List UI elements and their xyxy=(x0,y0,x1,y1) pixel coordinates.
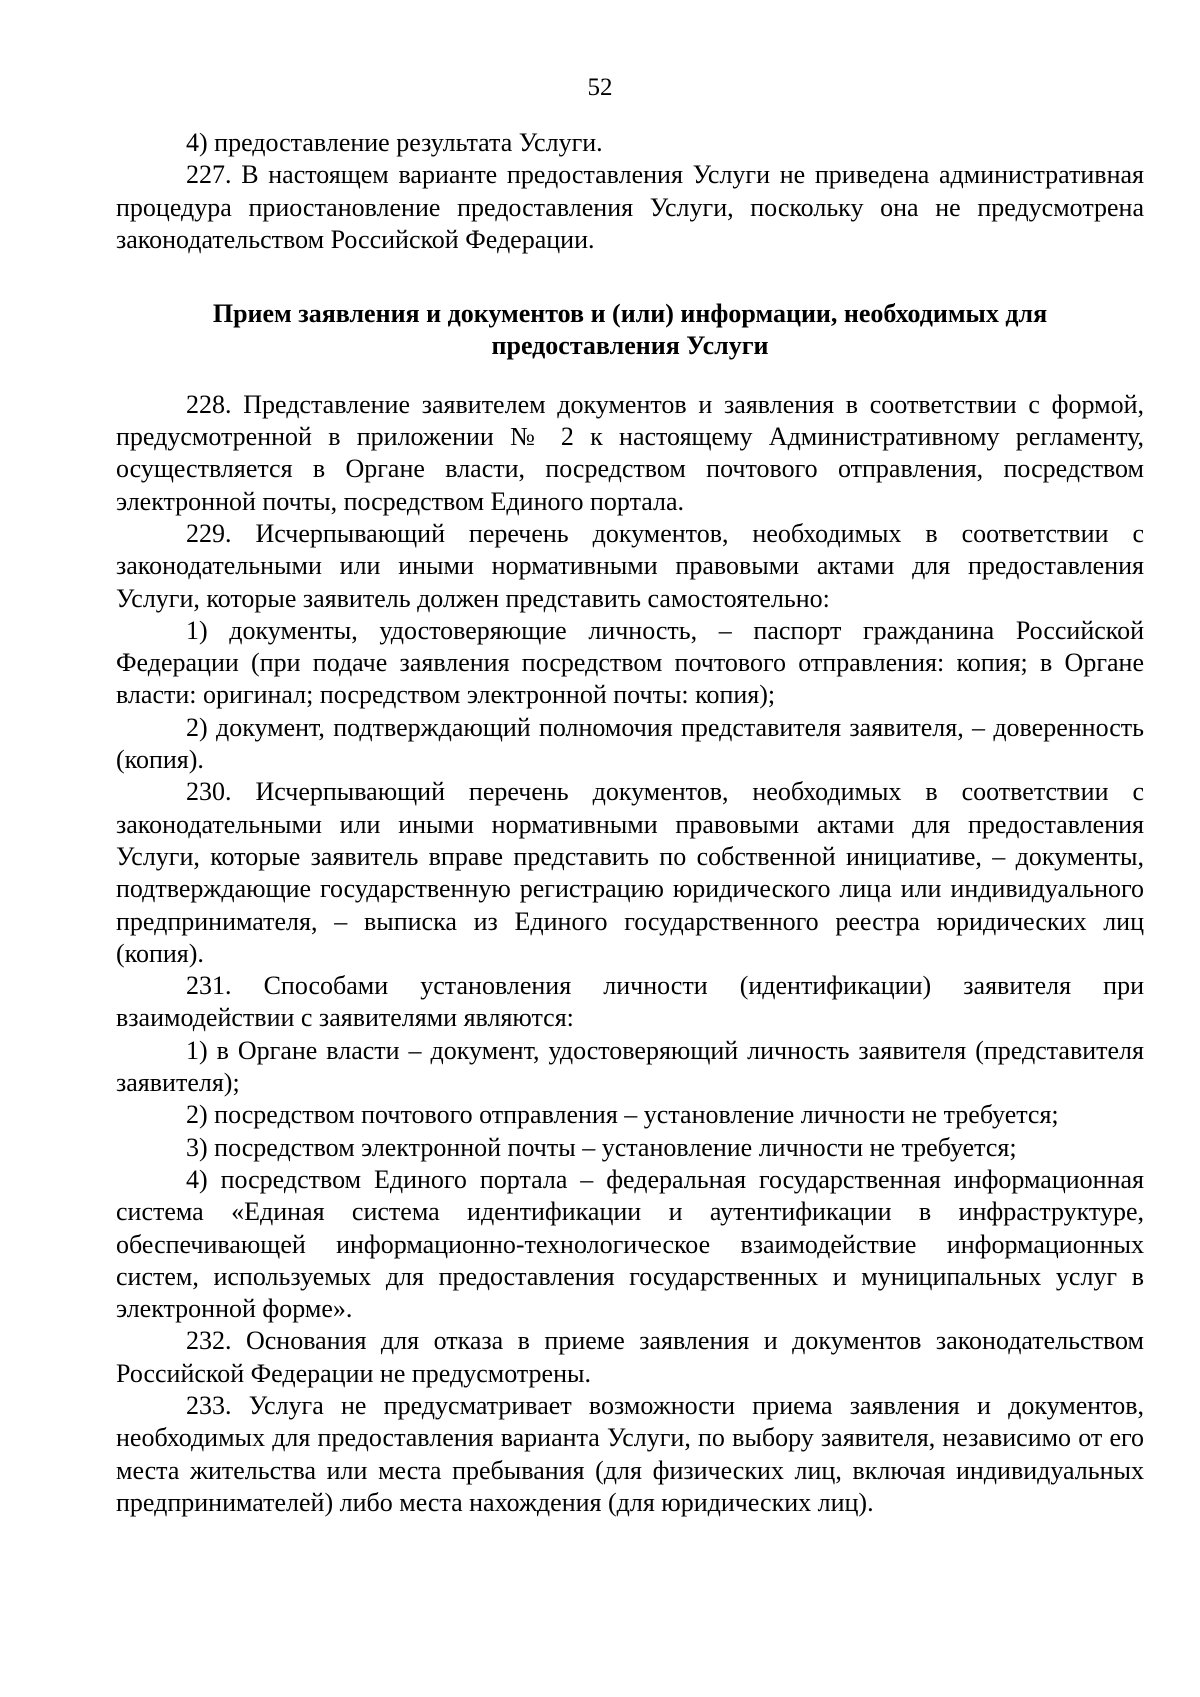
paragraph-231-item-1: 1) в Органе власти – документ, удостоверяющий личность заявителя (представителя заявителя); xyxy=(116,1035,1144,1098)
page-number: 52 xyxy=(587,74,613,101)
paragraph-229-item-1: 1) документы, удостоверяющие личность, – паспорт гражданина Российской Федерации (при подаче заявления посредством почтового отправления: копия; в Органе власти: оригинал; посредством электронной почты: копия); xyxy=(116,615,1144,710)
section-heading-line-1: Прием заявления и документов и (или) информации, необходимых для xyxy=(212,299,1048,329)
paragraph-227: 227. В настоящем варианте предоставления Услуги не приведена административная процедура приостановление предоставления Услуги, поскольку она не предусмотрена законодательством Российской Федерации. xyxy=(116,160,1144,254)
paragraph-229-item-2: 2) документ, подтверждающий полномочия представителя заявителя, – доверенность (копия). xyxy=(116,712,1144,775)
paragraph-231-item-2: 2) посредством почтового отправления – установление личности не требуется; xyxy=(186,1100,1059,1130)
paragraph-231: 231. Способами установления личности (идентификации) заявителя при взаимодействии с заявителями являются: xyxy=(116,971,1144,1033)
paragraph-233: 233. Услуга не предусматривает возможности приема заявления и документов, необходимых для предоставления варианта Услуги, по выбору заявителя, независимо от его места жительства или места пребывания (для физических лиц, включая индивидуальных предпринимателей) либо места нахождения (для юридических лиц). xyxy=(116,1390,1144,1517)
section-heading xyxy=(116,298,1144,363)
paragraph-230: 230. Исчерпывающий перечень документов, необходимых в соответствии с законодательными или иными нормативными правовыми актами для предоставления Услуги, которые заявитель вправе представить по собственной инициативе, – документы, подтверждающие государственную регистрацию юридического лица или индивидуального предпринимателя, – выписка из Единого государственного реестра юридических лиц (копия). xyxy=(116,777,1144,968)
section-heading-line-2: предоставления Услуги xyxy=(491,331,769,361)
paragraph-231-item-4: 4) посредством Единого портала – федеральная государственная информационная система «Единая система идентификации и аутентификации в инфраструктуре, обеспечивающей информационно-технологическое взаимодействие информационных систем, используемых для предоставления государственных и муниципальных услуг в электронной форме». xyxy=(116,1164,1144,1324)
paragraph-result-item: 4) предоставление результата Услуги. xyxy=(186,128,603,157)
paragraph-229: 229. Исчерпывающий перечень документов, необходимых в соответствии с законодательными или иными нормативными правовыми актами для предоставления Услуги, которые заявитель должен представить самостоятельно: xyxy=(116,518,1144,613)
paragraph-232: 232. Основания для отказа в приеме заявления и документов законодательством Российской Федерации не предусмотрены. xyxy=(116,1326,1144,1388)
paragraph-231-item-3: 3) посредством электронной почты – установление личности не требуется; xyxy=(186,1132,1017,1162)
paragraph-228: 228. Представление заявителем документов и заявления в соответствии с формой, предусмотренной в приложении № 2 к настоящему Административному регламенту, осуществляется в Органе власти, посредством почтового отправления, посредством электронной почты, посредством Единого портала. xyxy=(116,389,1144,516)
document-body xyxy=(116,127,1144,1519)
